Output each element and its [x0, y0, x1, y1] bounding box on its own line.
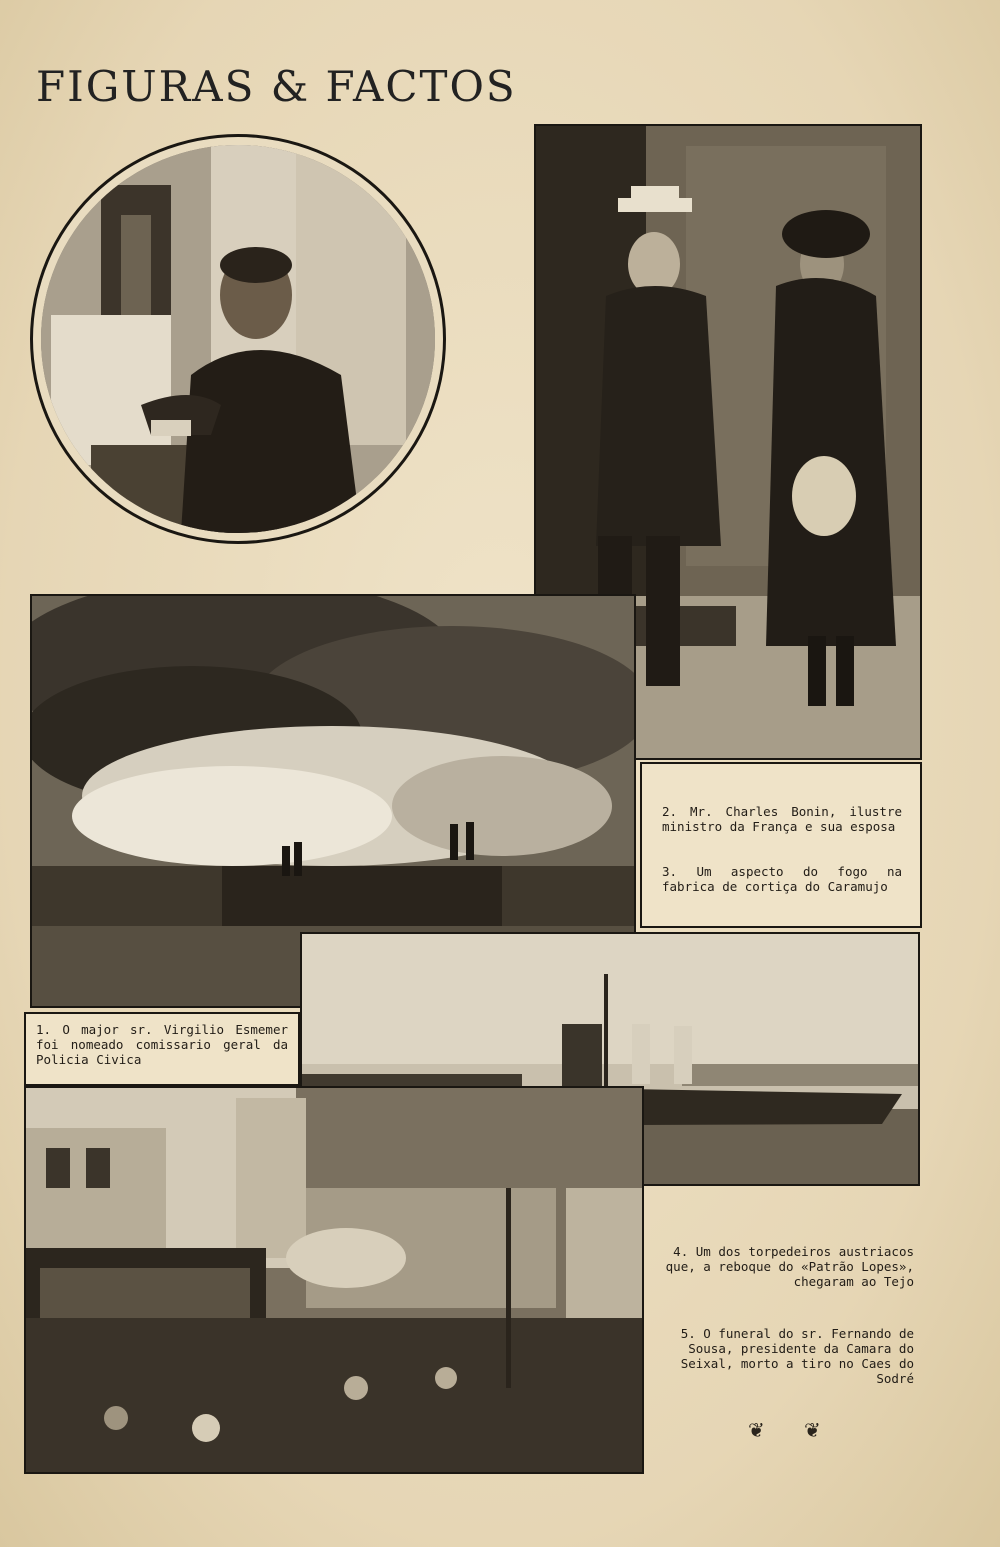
caption-4: 4. Um dos torpedeiros austriacos que, a reboque do «Patrão Lopes», chegaram ao Tejo: [665, 1244, 914, 1289]
ornament-right-icon: ❦: [804, 1418, 821, 1442]
caption-5: 5. O funeral do sr. Fernando de Sousa, presidente da Camara do Seixal, morto a tiro no Caes do Sodré: [680, 1326, 914, 1386]
caption-box-2-3: [640, 762, 922, 928]
page-title: FIGURAS & FACTOS: [36, 62, 517, 111]
funeral-photo: [24, 1086, 644, 1474]
portrait-photo: [41, 145, 435, 533]
ornament-left-icon: ❦: [748, 1418, 765, 1442]
caption-2: 2. Mr. Charles Bonin, ilustre ministro da França e sua esposa: [662, 804, 902, 834]
caption-box-1: [24, 1012, 300, 1086]
caption-1: 1. O major sr. Virgilio Esmemer foi nomeado comissario geral da Policia Civica: [36, 1022, 288, 1067]
caption-3: 3. Um aspecto do fogo na fabrica de cortiça do Caramujo: [662, 864, 902, 894]
portrait-frame: [30, 134, 446, 544]
